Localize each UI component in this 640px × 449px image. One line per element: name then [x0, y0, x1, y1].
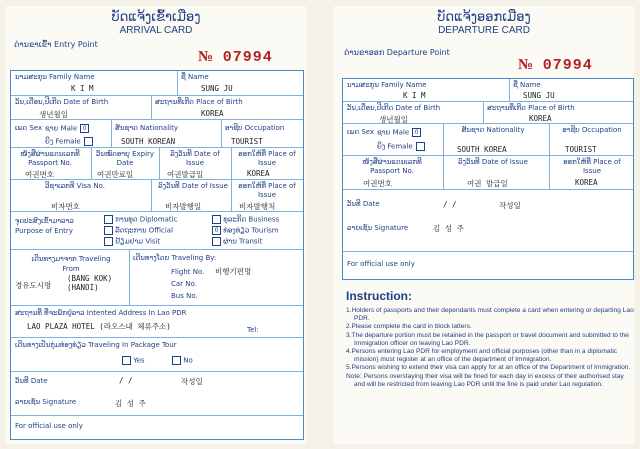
arrival-row-names — [11, 71, 303, 95]
no-checkbox[interactable] — [172, 356, 181, 365]
flight-value[interactable]: 비행기편명 — [215, 267, 252, 276]
dep-male-checkbox[interactable]: 0 — [412, 128, 421, 137]
male-checkbox[interactable]: 0 — [80, 124, 89, 133]
arrival-row-passport — [11, 147, 303, 180]
dep-male-option[interactable] — [377, 128, 421, 137]
dep-pob-label: ສະຖານທີ່ເກີດ Place of Birth — [487, 104, 575, 112]
purpose-label: ຈຸດປະສົງເຂົ້າມາລາວ Purpose of Entry — [15, 217, 74, 235]
passport-label: ໜັງສືຜ່ານແດນເລກທີ Passport No. — [20, 150, 80, 167]
male-label: ຊາຍ Male — [45, 124, 78, 133]
dep-name-label: ຊື່ Name — [513, 81, 541, 89]
purpose-diplomatic[interactable] — [101, 215, 177, 224]
purpose-transit[interactable] — [209, 237, 262, 246]
dep-doi-label: ລົງວັນທີ Date of Issue — [458, 158, 528, 166]
purpose-tourism[interactable] — [209, 226, 279, 235]
date-value[interactable]: / / — [119, 376, 133, 385]
departure-point-label: ດ່ານຂາອອກ Departure Point — [344, 48, 450, 57]
dep-occupation-value[interactable]: TOURIST — [565, 145, 597, 154]
flight-label: Flight No. — [171, 268, 205, 276]
expiry-value[interactable]: 여권만료일 — [97, 170, 134, 179]
official-use-label: For official use only — [15, 422, 83, 430]
business-checkbox[interactable] — [212, 215, 221, 224]
instruction-item: 3.The departure portion must be retained in the passport or travel document and submitted to the Immigration officer on leaving Lao PDR. — [346, 331, 629, 347]
transit-label: ຜ່ານ Transit — [223, 237, 263, 246]
occupation-value[interactable]: TOURIST — [231, 137, 263, 146]
arrival-serial — [198, 48, 273, 66]
dep-date-label: ວັນທີ Date — [347, 200, 380, 208]
date-label: ວັນທີ Date — [15, 377, 48, 385]
signature-value[interactable]: 김 성 주 — [115, 399, 146, 408]
tel-label: Tel: — [247, 326, 259, 334]
arrival-form — [10, 70, 304, 440]
instruction-title: Instruction: — [346, 289, 412, 303]
traveling-from-label: ເດີນທາງມາຈາກ Traveling From — [31, 255, 111, 273]
departure-row-official — [343, 251, 633, 280]
visa-label: ວີຊາເລກທີ Visa No. — [44, 182, 106, 190]
package-label: ເດີນທາງເປັນກຸ່ມທ່ອງທ່ຽວ Traveling In Package Tour — [15, 341, 177, 349]
dep-name-value[interactable]: SUNG JU — [523, 91, 555, 100]
dep-signature-label: ລາຍເຊັນ Signature — [347, 224, 409, 232]
dep-passport-label: ໜັງສືຜ່ານແດນເລກທີ Passport No. — [362, 158, 422, 175]
departure-row-names — [343, 79, 633, 101]
departure-title — [334, 10, 634, 36]
visa-poi-label: ອອກໃຫ້ທີ່ Place of Issue — [238, 182, 296, 199]
dob-label: ວັນ,ເດືອນ,ປີເກີດ Date of Birth — [15, 98, 109, 106]
date-written[interactable]: 작성일 — [181, 377, 203, 386]
arrival-row-birth — [11, 95, 303, 120]
tourism-label: ທ່ອງທ່ຽວ Tourism — [223, 226, 279, 235]
signature-label: ລາຍເຊັນ Signature — [15, 398, 77, 406]
instruction-item: 2.Please complete the card in block latters. — [346, 323, 472, 331]
departure-serial — [518, 56, 593, 74]
arrival-row-sex — [11, 119, 303, 148]
dep-poi-value[interactable]: KOREA — [575, 178, 598, 187]
arrival-row-package — [11, 337, 303, 372]
visa-doi-label: ລົງວັນທີ Date of Issue — [158, 182, 228, 190]
visit-label: ຢ້ຽມຢາມ Visit — [115, 237, 161, 246]
arrival-title-en: ARRIVAL CARD — [119, 25, 193, 36]
dep-passport-value[interactable]: 여권번호 — [363, 179, 392, 188]
package-no[interactable] — [169, 356, 193, 365]
dep-date-value[interactable]: / / — [443, 200, 457, 209]
dep-dob-label: ວັນ,ເດືອນ,ປີເກີດ Date of Birth — [347, 104, 441, 112]
departure-serial-number: 07994 — [542, 57, 593, 74]
bus-label: Bus No. — [171, 292, 198, 300]
arrival-row-date-signature — [11, 371, 303, 416]
departure-form — [342, 78, 634, 280]
dep-female-label: ຍິງ Female — [377, 142, 413, 151]
car-label: Car No. — [171, 280, 197, 288]
female-option[interactable] — [45, 137, 93, 146]
dep-family-name-value[interactable]: K I M — [403, 91, 426, 100]
dep-doi-value[interactable]: 여권 발급일 — [467, 179, 508, 188]
purpose-visit[interactable] — [101, 237, 160, 246]
dep-signature-value[interactable]: 김 성 주 — [433, 224, 464, 233]
instruction-item: 5.Persons wishing to extend their visa can apply for at an office of the Department of Immigration. — [346, 364, 631, 372]
departure-row-date-signature — [343, 189, 633, 252]
traveling-by-label: ເດີນທາງໂດຍ Traveling By: — [133, 254, 217, 262]
arrival-row-travel — [11, 249, 303, 306]
dep-female-checkbox[interactable] — [416, 142, 425, 151]
address-label: ສະຖານທີ່ ທີ່ຈະພັກຢູ່ລາວ Intented Address In Lao PDR — [15, 309, 187, 317]
yes-label: Yes — [133, 356, 145, 365]
purpose-business[interactable] — [209, 215, 279, 224]
instruction-item: 1.Holders of passports and their dependants must complete a card when entering or departing Lao PDR. — [346, 307, 634, 323]
departure-row-birth — [343, 101, 633, 124]
departure-row-passport — [343, 155, 633, 190]
arrival-title-lao: ບັດແຈ້ງເຂົ້າເມືອງ — [111, 10, 201, 25]
arrival-row-official — [11, 415, 303, 440]
package-yes[interactable] — [119, 356, 145, 365]
yes-checkbox[interactable] — [122, 356, 131, 365]
passport-poi-value[interactable]: KOREA — [247, 169, 270, 178]
dep-pob-value[interactable]: KOREA — [529, 114, 552, 123]
female-label: ຍິງ Female — [45, 137, 81, 146]
visa-value[interactable]: 비자번호 — [51, 202, 80, 211]
arrival-serial-number: 07994 — [222, 49, 273, 66]
visa-doi-value[interactable]: 비자발행일 — [165, 202, 202, 211]
passport-poi-label: ອອກໃຫ້ທີ່ Place of Issue — [238, 150, 296, 167]
family-name-value[interactable]: K I M — [71, 84, 94, 93]
instruction-note: Note: Persons overstaying their visa will be fined for each day in excess of their authorised stay and will be restricted from leaving Lao PDR until the fine is paid under Lao regulation. — [346, 372, 624, 388]
visa-poi-value[interactable]: 비자발행처 — [239, 202, 276, 211]
male-option[interactable] — [45, 124, 89, 133]
nationality-label: ສັນຊາດ Nationality — [115, 124, 179, 132]
tourism-checkbox[interactable]: 0 — [212, 226, 221, 235]
sex-label: ເພດ Sex — [15, 124, 43, 132]
address-value[interactable]: LAO PLAZA HOTEL (라오스내 체류주소) — [27, 322, 171, 331]
arrival-row-address — [11, 305, 303, 338]
departure-title-en: DEPARTURE CARD — [438, 25, 530, 36]
dep-female-option[interactable] — [377, 142, 425, 151]
arrival-card — [6, 6, 306, 444]
traveling-from-city[interactable]: (BANG KOK) (HANOI) — [67, 274, 113, 292]
dep-occupation-label: ອາຊີບ Occupation — [562, 126, 622, 134]
instruction-item: 4.Persons entering Lao PDR for employment and official purposes (other than in a diplomatic mission) must register at an office of the department of Immigration. — [346, 348, 618, 364]
departure-title-lao: ບັດແຈ້ງອອກເມືອງ — [437, 10, 531, 25]
family-name-label: ນາມສະກຸນ Family Name — [15, 73, 95, 81]
occupation-label: ອາຊີບ Occupation — [225, 124, 285, 132]
departure-card — [334, 6, 634, 444]
dep-male-label: ຊາຍ Male — [377, 128, 410, 137]
dep-official-use-label: For official use only — [347, 260, 415, 268]
departure-no-label: № — [518, 57, 534, 73]
purpose-official[interactable] — [101, 226, 173, 235]
passport-doi-label: ລົງວັນທີ Date of Issue — [170, 150, 220, 167]
dep-family-name-label: ນາມສະກຸນ Family Name — [347, 81, 427, 89]
dob-value[interactable]: 생년월일 — [39, 110, 68, 119]
arrival-no-label: № — [198, 49, 214, 65]
nationality-value[interactable]: SOUTH KOREAN — [121, 137, 176, 146]
official-checkbox[interactable] — [104, 226, 113, 235]
traveling-from-value[interactable]: 경유도시명 — [15, 281, 52, 290]
passport-value[interactable]: 여권번호 — [25, 170, 54, 179]
no-label: No — [183, 356, 193, 365]
passport-doi-value[interactable]: 여권발급일 — [167, 170, 204, 179]
diplomatic-checkbox[interactable] — [104, 215, 113, 224]
dep-nationality-label: ສັນຊາດ Nationality — [461, 126, 525, 134]
entry-point-label: ດ່ານຂາເຂົ້າ Entry Point — [14, 40, 98, 49]
departure-row-sex — [343, 123, 633, 156]
name-label: ຊື່ Name — [181, 73, 209, 81]
dep-poi-label: ອອກໃຫ້ທີ່ Place of Issue — [563, 158, 621, 175]
name-value[interactable]: SUNG JU — [201, 84, 233, 93]
instruction-list — [346, 307, 636, 389]
official-label: ລັດຖະການ Official — [115, 226, 174, 235]
dep-sex-label: ເພດ Sex — [347, 128, 375, 136]
dep-nationality-value[interactable]: SOUTH KOREA — [457, 145, 507, 154]
pob-label: ສະຖານທີ່ເກີດ Place of Birth — [155, 98, 243, 106]
arrival-title — [6, 10, 306, 36]
dep-date-written[interactable]: 작성일 — [499, 201, 521, 210]
expiry-label: ວັນໝົດອາຍຸ Expiry Date — [95, 150, 155, 167]
diplomatic-label: ການທູດ Diplomatic — [115, 215, 178, 224]
dep-dob-value[interactable]: 생년월일 — [379, 115, 408, 124]
female-checkbox[interactable] — [84, 137, 93, 146]
arrival-row-visa — [11, 179, 303, 212]
pob-value[interactable]: KOREA — [201, 109, 224, 118]
visit-checkbox[interactable] — [104, 237, 113, 246]
arrival-row-purpose — [11, 211, 303, 250]
transit-checkbox[interactable] — [212, 237, 221, 246]
business-label: ທຸລະກິດ Business — [223, 215, 280, 224]
